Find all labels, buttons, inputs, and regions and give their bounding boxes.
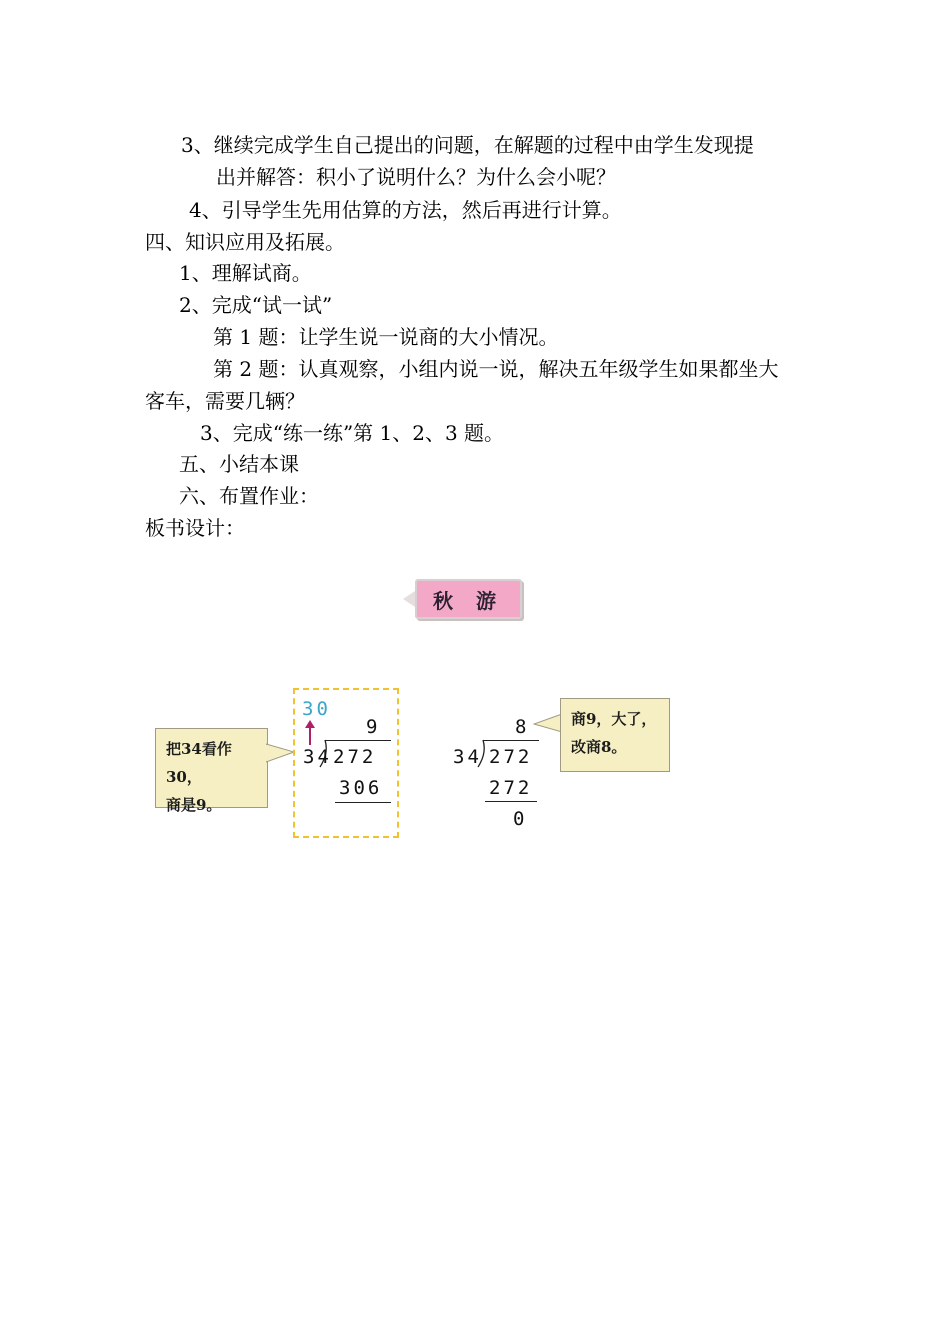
- figure-title: 秋 游: [433, 589, 504, 613]
- text-line-7: 第 1 题：让学生说一说商的大小情况。: [213, 325, 559, 349]
- left-callout-pointer: [266, 742, 296, 766]
- right-callout-line2: 改商8。: [571, 738, 627, 756]
- left-product: 306: [339, 777, 383, 799]
- estimate-value: 30: [302, 698, 331, 720]
- left-quotient: 9: [366, 716, 381, 738]
- left-callout: [155, 728, 268, 814]
- text-line-6: 2、完成“试一试”: [179, 293, 333, 317]
- right-callout: [560, 698, 670, 772]
- right-quotient: 8: [515, 716, 530, 738]
- right-divisor: 34: [453, 746, 482, 768]
- arrow-up-icon: [304, 720, 316, 746]
- right-remainder: 0: [513, 808, 528, 830]
- left-dividend: 272: [333, 746, 377, 768]
- left-callout-line1: 把34看作30，: [166, 740, 232, 786]
- left-division-bar: [325, 740, 391, 741]
- right-callout-line1: 商9，大了，: [571, 710, 657, 728]
- right-subtraction-line: [485, 801, 537, 802]
- text-line-3: 4、引导学生先用估算的方法，然后再进行计算。: [189, 198, 622, 222]
- text-line-1: 3、继续完成学生自己提出的问题，在解题的过程中由学生发现提: [181, 133, 754, 157]
- text-line-2: 出并解答：积小了说明什么？为什么会小呢？: [216, 165, 616, 189]
- text-line-9: 客车，需要几辆？: [145, 389, 305, 413]
- text-line-5: 1、理解试商。: [179, 261, 312, 285]
- right-product: 272: [489, 777, 533, 799]
- section-heading-4: 四、知识应用及拓展。: [145, 230, 345, 254]
- board-design-label: 板书设计：: [145, 516, 245, 540]
- figure-title-tag: [415, 579, 522, 619]
- text-line-8: 第 2 题：认真观察，小组内说一说，解决五年级学生如果都坐大: [213, 357, 779, 381]
- left-callout-line2: 商是9。: [166, 796, 222, 814]
- right-callout-pointer: [533, 712, 563, 736]
- right-division-bar: [483, 740, 539, 741]
- right-dividend: 272: [489, 746, 533, 768]
- section-heading-6: 六、布置作业：: [179, 484, 319, 508]
- left-subtraction-line: [335, 802, 391, 803]
- section-heading-5: 五、小结本课: [179, 452, 299, 476]
- left-divisor: 34: [303, 746, 332, 768]
- text-line-10: 3、完成“练一练”第 1、2、3 题。: [200, 421, 505, 445]
